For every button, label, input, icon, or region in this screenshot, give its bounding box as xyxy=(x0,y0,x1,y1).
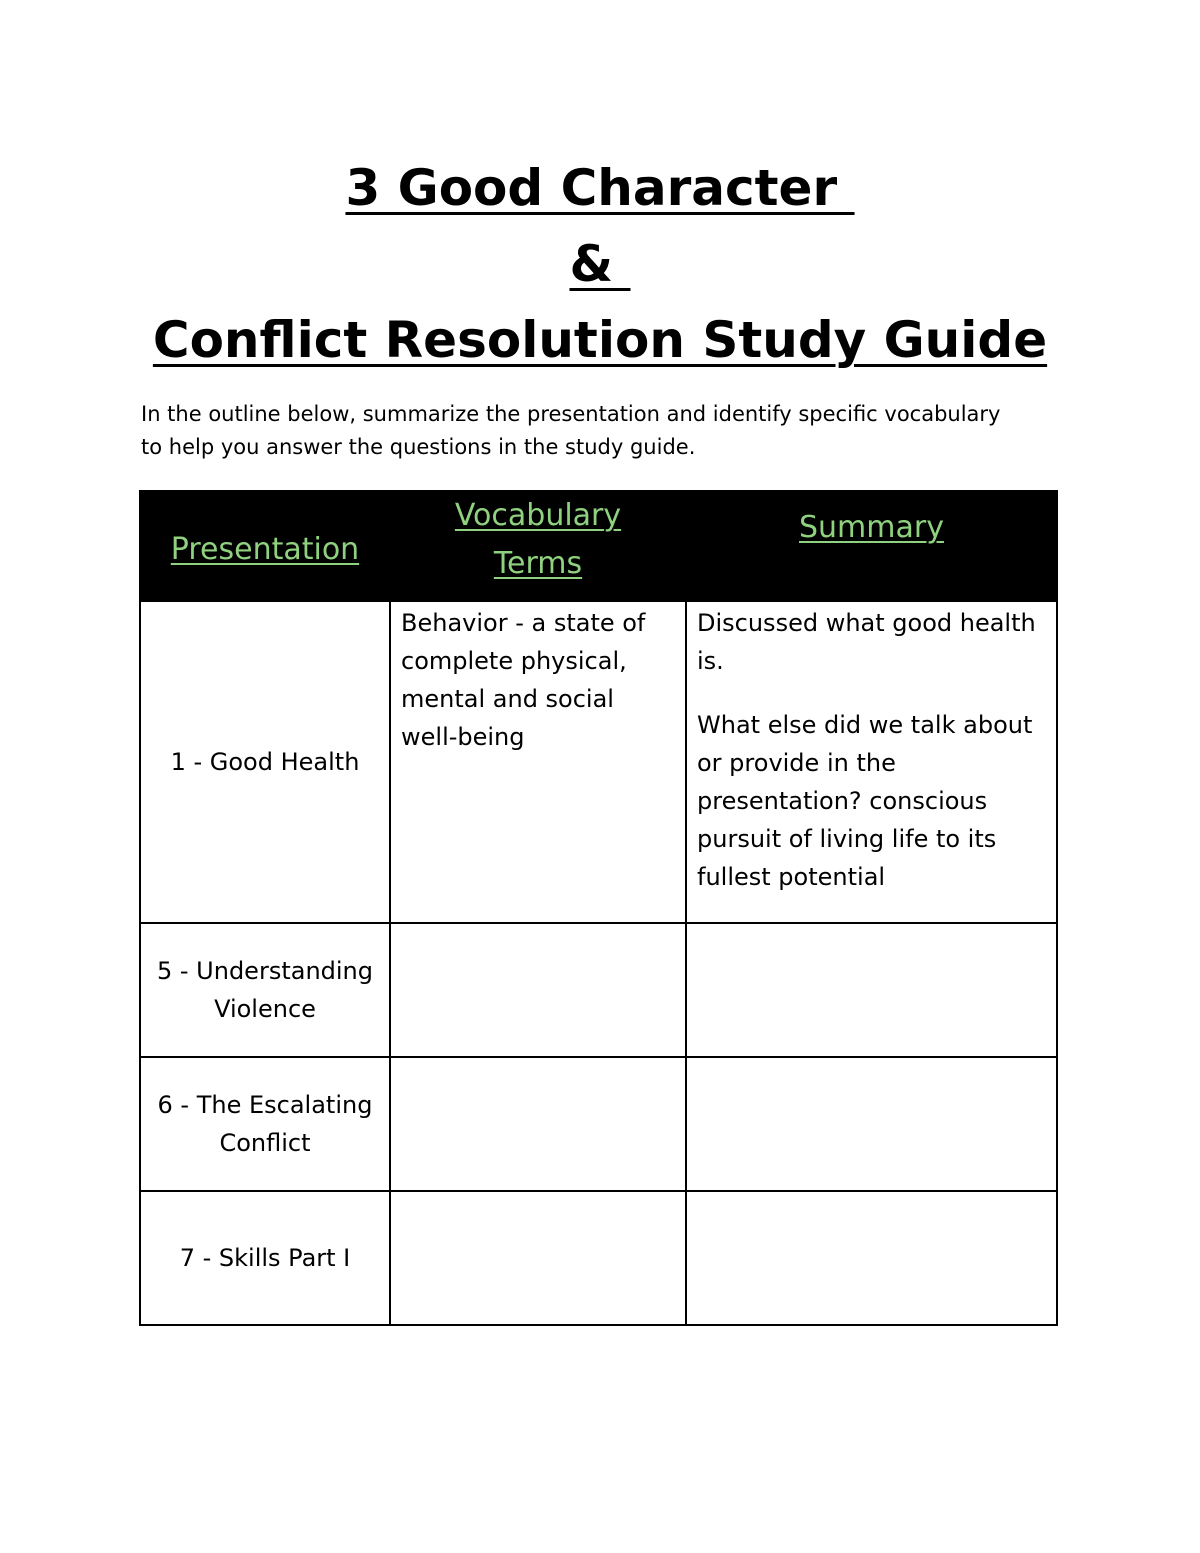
presentation-cell: 6 - The Escalating Conflict xyxy=(140,1057,390,1191)
table-row xyxy=(140,1191,1057,1325)
summary-cell xyxy=(686,601,1057,923)
header-vocabulary-label-line-2: Terms xyxy=(493,546,583,581)
header-summary-label: Summary xyxy=(799,510,944,545)
summary-paragraph: What else did we talk about or provide in the presentation? conscious pursuit of living life to its fullest potential xyxy=(697,711,1033,891)
vocabulary-cell xyxy=(390,1057,686,1191)
header-presentation xyxy=(140,491,390,601)
vocabulary-cell: Behavior - a state of complete physical, mental and social well-being xyxy=(390,601,686,923)
title-text-1: 3 Good Character xyxy=(345,159,855,217)
summary-cell xyxy=(686,1191,1057,1325)
page-title xyxy=(0,150,1200,378)
study-guide-table xyxy=(139,490,1058,1326)
vocabulary-cell xyxy=(390,923,686,1057)
instructions-text xyxy=(141,398,1061,464)
header-summary xyxy=(686,491,1057,601)
title-line-3 xyxy=(0,302,1200,378)
title-line-2 xyxy=(0,226,1200,302)
summary-paragraph: Discussed what good health is. xyxy=(697,609,1036,675)
vocabulary-cell xyxy=(390,1191,686,1325)
summary-cell xyxy=(686,923,1057,1057)
table-row xyxy=(140,1057,1057,1191)
summary-cell xyxy=(686,1057,1057,1191)
title-text-3: Conflict Resolution Study Guide xyxy=(152,311,1048,369)
table-row xyxy=(140,601,1057,923)
instructions-line-1: In the outline below, summarize the presentation and identify specific vocabulary xyxy=(141,402,1001,426)
header-presentation-label: Presentation xyxy=(170,532,360,567)
title-text-2: & xyxy=(569,235,631,293)
table-header-row xyxy=(140,491,1057,601)
header-vocabulary-terms xyxy=(390,491,686,601)
header-vocabulary-label-line-1: Vocabulary xyxy=(454,498,622,533)
presentation-cell: 7 - Skills Part I xyxy=(140,1191,390,1325)
instructions-line-2: to help you answer the questions in the study guide. xyxy=(141,435,696,459)
table-row xyxy=(140,923,1057,1057)
title-line-1 xyxy=(0,150,1200,226)
presentation-cell: 1 - Good Health xyxy=(140,601,390,923)
presentation-cell: 5 - Understanding Violence xyxy=(140,923,390,1057)
